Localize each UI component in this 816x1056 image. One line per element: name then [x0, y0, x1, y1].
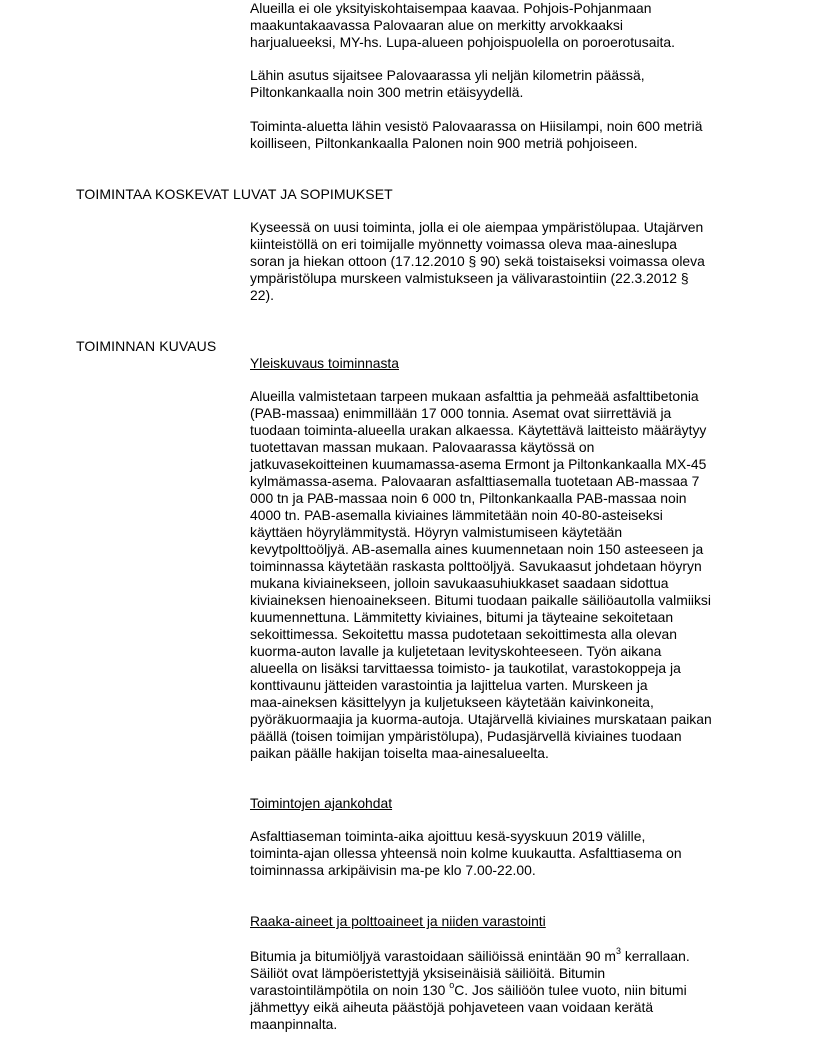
- text-line: Asfalttiaseman toiminta-aika ajoittuu kesä-syyskuun 2019 välille,: [250, 828, 646, 844]
- text-line: Toiminta-aluetta lähin vesistö Palovaarassa on Hiisilampi, noin 600 metriä: [250, 118, 703, 134]
- text-span: varastointilämpötila on noin 130: [250, 982, 450, 998]
- text-line: sekoittimessa. Sekoitettu massa pudotetaan sekoittimesta alla olevan: [250, 626, 677, 642]
- text-line: mukana kiviainekseen, jolloin savukaasuhiukkaset saadaan sidottua: [250, 575, 669, 591]
- subheading-overview: [250, 355, 770, 372]
- intro-paragraph-3: [250, 118, 770, 152]
- text-line: (PAB-massaa) enimmillään 17 000 tonnia. Asemat ovat siirrettäviä ja: [250, 405, 672, 421]
- text-line: alueella on lisäksi tarvittaessa toimisto- ja taukotilat, varastokoppeja ja: [250, 660, 681, 676]
- superscript: o: [449, 980, 455, 991]
- text-line: maa-aineksen käsittelyyn ja kuljetukseen käytetään kaivinkoneita,: [250, 694, 654, 710]
- text-line: ympäristölupa murskeen valmistukseen ja välivarastointiin (22.3.2012 §: [250, 270, 689, 286]
- text-span: Bitumia ja bitumiöljyä varastoidaan säiliöissä enintään 90 m: [250, 948, 616, 964]
- text-line: jatkuvasekoitteinen kuumamassa-asema Ermont ja Piltonkankaalla MX-45: [250, 456, 707, 472]
- subheading-text: Raaka-aineet ja polttoaineet ja niiden varastointi: [250, 913, 546, 929]
- text-line: toiminta-ajan ollessa yhteensä noin kolme kuukautta. Asfalttiasema on: [250, 845, 682, 861]
- text-line: toiminnassa käytetään raskasta polttoöljyä. Savukaasut johdetaan höyryn: [250, 558, 702, 574]
- text-line: päällä (toisen toimijan ympäristölupa), Pudasjärvellä kiviaines tuodaan: [250, 728, 682, 744]
- text-line: jähmettyy eikä aiheuta päästöjä pohjaveteen vaan voidaan kerätä: [250, 999, 654, 1015]
- text-span: C. Jos säiliöön tulee vuoto, niin bitumi: [454, 982, 687, 998]
- text-line: konttivaunu jätteiden varastointia ja lajittelua varten. Murskeen ja: [250, 677, 648, 693]
- section-heading-permits: TOIMINTAA KOSKEVAT LUVAT JA SOPIMUKSET: [76, 186, 393, 202]
- text-line: 22).: [250, 287, 274, 303]
- text-line: Alueilla valmistetaan tarpeen mukaan asfalttia ja pehmeää asfalttibetonia: [250, 388, 699, 404]
- text-line: käyttäen höyrylämmitystä. Höyryn valmistumiseen käytetään: [250, 524, 623, 540]
- intro-paragraph-1: [250, 0, 770, 51]
- text-line: tuodaan toiminta-alueella urakan alkaessa. Käytettävä laitteisto määräytyy: [250, 422, 707, 438]
- superscript: 3: [615, 946, 621, 957]
- materials-paragraph: [250, 948, 770, 1033]
- intro-paragraph-2: [250, 67, 770, 101]
- text-line: Kyseessä on uusi toiminta, jolla ei ole aiempaa ympäristölupaa. Utajärven: [250, 219, 704, 235]
- permits-paragraph: [250, 219, 770, 304]
- text-line: tuotettavan massan mukaan. Palovaarassa käytössä on: [250, 439, 595, 455]
- text-line: kevytpolttoöljyä. AB-asemalla aines kuumennetaan noin 150 asteeseen ja: [250, 541, 704, 557]
- text-line: Piltonkankaalla noin 300 metrin etäisyydellä.: [250, 84, 524, 100]
- text-line: paikan päälle hakijan toiselta maa-ainesalueelta.: [250, 745, 549, 761]
- text-line: pyöräkuormaajia ja kuorma-autoja. Utajärvellä kiviaines murskataan paikan: [250, 711, 712, 727]
- text-line: soran ja hiekan ottoon (17.12.2010 § 90) sekä toistaiseksi voimassa oleva: [250, 253, 705, 269]
- text-line: koilliseen, Piltonkankaalla Palonen noin 900 metriä pohjoiseen.: [250, 135, 638, 151]
- subheading-text: Yleiskuvaus toiminnasta: [250, 355, 400, 371]
- text-line: kuorma-auton lavalle ja kuljetetaan levityskohteeseen. Työn aikana: [250, 643, 662, 659]
- text-line: Alueilla ei ole yksityiskohtaisempaa kaavaa. Pohjois-Pohjanmaan: [250, 0, 652, 16]
- subheading-schedule: [250, 795, 770, 812]
- text-line: kylmämassa-asema. Palovaaran asfalttiasemalla tuotetaan AB-massaa 7: [250, 473, 700, 489]
- text-span: kerrallaan.: [621, 948, 690, 964]
- text-line: kiviaineksen hienoainekseen. Bitumi tuodaan paikalle säiliöautolla valmiiksi: [250, 592, 711, 608]
- text-line: toiminnassa arkipäivisin ma-pe klo 7.00-22.00.: [250, 862, 536, 878]
- text-line-with-superscript: [250, 982, 770, 999]
- text-line: maanpinnalta.: [250, 1016, 338, 1032]
- subheading-text: Toimintojen ajankohdat: [250, 795, 393, 811]
- text-line: kuumennettuna. Lämmitetty kiviaines, bitumi ja täyteaine sekoitetaan: [250, 609, 674, 625]
- text-line: maakuntakaavassa Palovaaran alue on merkitty arvokkaaksi: [250, 17, 623, 33]
- text-line: kiinteistöllä on eri toimijalle myönnetty voimassa oleva maa-aineslupa: [250, 236, 677, 252]
- text-line: Säiliöt ovat lämpöeristettyjä yksiseinäisiä säiliöitä. Bitumin: [250, 965, 606, 981]
- text-line: harjualueeksi, MY-hs. Lupa-alueen pohjoispuolella on poroerotusaita.: [250, 34, 675, 50]
- text-line: 4000 tn. PAB-asemalla kiviaines lämmitetään noin 40-80-asteiseksi: [250, 507, 663, 523]
- subheading-materials: [250, 913, 770, 930]
- schedule-paragraph: [250, 828, 770, 879]
- text-line: 000 tn ja PAB-massaa noin 6 000 tn, Piltonkankaalla PAB-massaa noin: [250, 490, 687, 506]
- section-heading-operations: TOIMINNAN KUVAUS: [76, 338, 217, 354]
- text-line: Lähin asutus sijaitsee Palovaarassa yli neljän kilometrin päässä,: [250, 67, 645, 83]
- text-line-with-superscript: [250, 948, 770, 965]
- overview-paragraph: [250, 388, 770, 762]
